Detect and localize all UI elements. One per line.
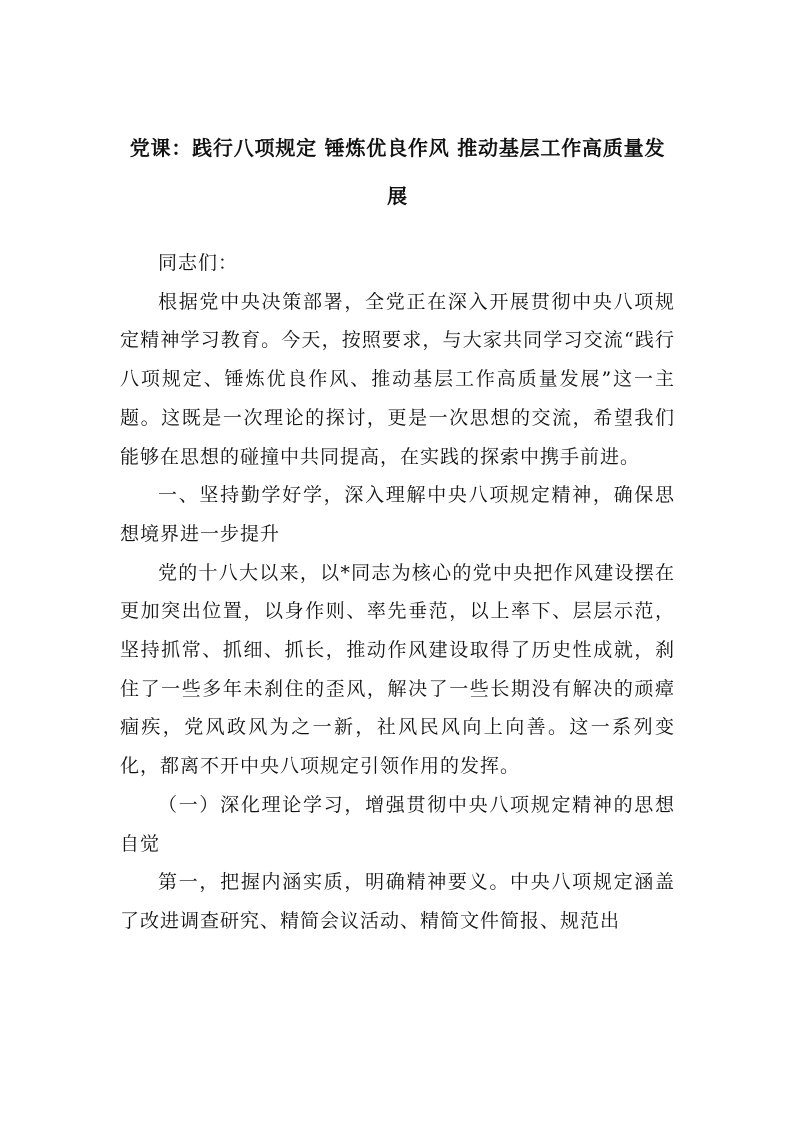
salutation-paragraph: 同志们： [158,252,239,274]
body-paragraph: 党的十八大以来，以*同志为核心的党中央把作风建设摆在更加突出位置，以身作则、率先垂范，以上率下、层层示范，坚持抓常、抓细、抓长，推动作风建设取得了历史性成就，刹住了一些多年未刹住的歪风，解决了一些长期没有解决的顽瘴痼疾，党风政风为之一新，社风民风向上向善。这一系列变化，都离不开中央八项规定引领作用的发挥。 [120,561,675,778]
document-title: 党课：践行八项规定 锤炼优良作风 推动基层工作高质量发展 [129,136,666,208]
intro-paragraph: 根据党中央决策部署，全党正在深入开展贯彻中央八项规定精神学习教育。今天，按照要求，与大家共同学习交流“践行八项规定、锤炼优良作风、推动基层工作高质量发展”这一主题。这既是一次理论的探讨，更是一次思想的交流，希望我们能够在思想的碰撞中共同提高，在实践的探索中携手前进。 [120,290,675,468]
section-heading-1: 一、坚持勤学好学，深入理解中央八项规定精神，确保思想境界进一步提升 [120,484,675,545]
document-body [120,244,675,941]
subsection-heading-1: （一）深化理论学习，增强贯彻中央八项规定精神的思想自觉 [120,793,675,855]
body-paragraph-partial: 第一，把握内涵实质，明确精神要义。中央八项规定涵盖了改进调查研究、精简会议活动、精简文件简报、规范出 [120,871,675,932]
